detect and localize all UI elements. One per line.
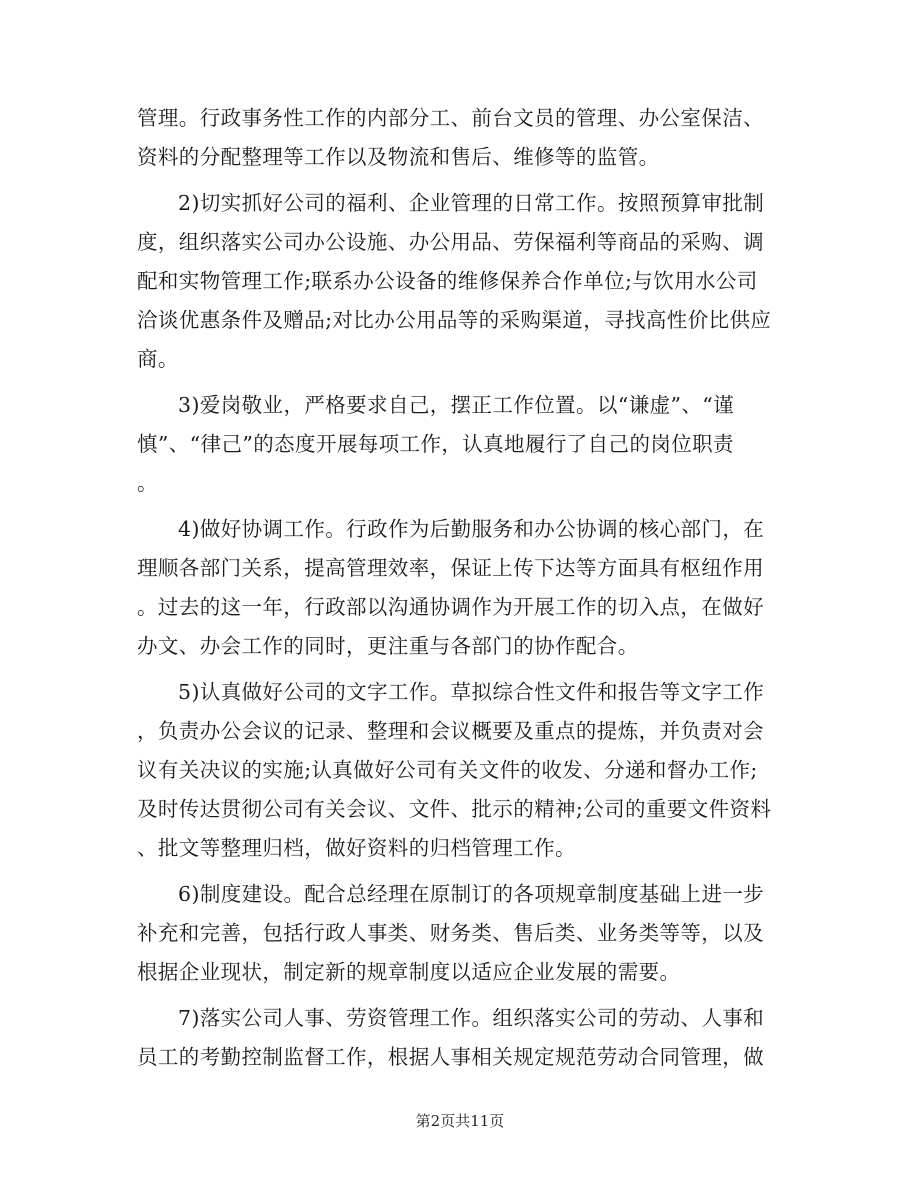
text-line: 及时传达贯彻公司有关会议、文件、批示的精神;公司的重要文件资料	[137, 797, 772, 821]
paragraph	[137, 999, 777, 1077]
text-line: 6)制度建设。配合总经理在原制订的各项规章制度基础上进一步	[178, 882, 765, 906]
paragraph	[137, 510, 777, 666]
text-line: 3)爱岗敬业，严格要求自己，摆正工作位置。以“谦虚”、“谨	[178, 393, 735, 417]
document-body	[137, 99, 777, 1084]
page-number: 第2页共11页	[415, 1112, 505, 1130]
text-line: 、批文等整理归档，做好资料的归档管理工作。	[137, 836, 576, 860]
text-line: 补充和完善，包括行政人事类、财务类、售后类、业务类等等，以及	[137, 921, 764, 945]
paragraph	[137, 673, 777, 868]
text-line: 4)做好协调工作。行政作为后勤服务和办公协调的核心部门，在	[178, 517, 765, 541]
paragraph	[137, 875, 777, 992]
text-line: 7)落实公司人事、劳资管理工作。组织落实公司的劳动、人事和	[178, 1006, 765, 1030]
text-line: 资料的分配整理等工作以及物流和售后、维修等的监管。	[137, 145, 660, 169]
text-line: 办文、办会工作的同时，更注重与各部门的协作配合。	[137, 634, 639, 658]
paragraph	[137, 184, 777, 379]
text-line: 。	[137, 471, 158, 495]
paragraph	[137, 386, 777, 503]
text-line: 度，组织落实公司办公设施、办公用品、劳保福利等商品的采购、调	[137, 230, 764, 254]
text-line: 配和实物管理工作;联系办公设备的维修保养合作单位;与饮用水公司	[137, 269, 758, 293]
text-line: 议有关决议的实施;认真做好公司有关文件的收发、分递和督办工作;	[137, 758, 758, 782]
text-line: 理顺各部门关系，提高管理效率，保证上传下达等方面具有枢纽作用	[137, 556, 764, 580]
text-line: 5)认真做好公司的文字工作。草拟综合性文件和报告等文字工作	[178, 680, 765, 704]
text-line: 商。	[137, 347, 179, 371]
text-line: ，负责办公会议的记录、整理和会议概要及重点的提炼，并负责对会	[137, 719, 764, 743]
text-line: 慎”、“律己”的态度开展每项工作，认真地履行了自己的岗位职责	[137, 432, 734, 456]
text-line: 根据企业现状，制定新的规章制度以适应企业发展的需要。	[137, 960, 681, 984]
paragraph	[137, 99, 777, 177]
text-line: 。过去的这一年，行政部以沟通协调作为开展工作的切入点，在做好	[137, 595, 764, 619]
text-line: 员工的考勤控制监督工作，根据人事相关规定规范劳动合同管理，做	[137, 1045, 764, 1069]
text-line: 洽谈优惠条件及赠品;对比办公用品等的采购渠道，寻找高性价比供应	[137, 308, 772, 332]
text-line: 2)切实抓好公司的福利、企业管理的日常工作。按照预算审批制	[178, 191, 765, 215]
text-line: 管理。行政事务性工作的内部分工、前台文员的管理、办公室保洁、	[137, 106, 764, 130]
